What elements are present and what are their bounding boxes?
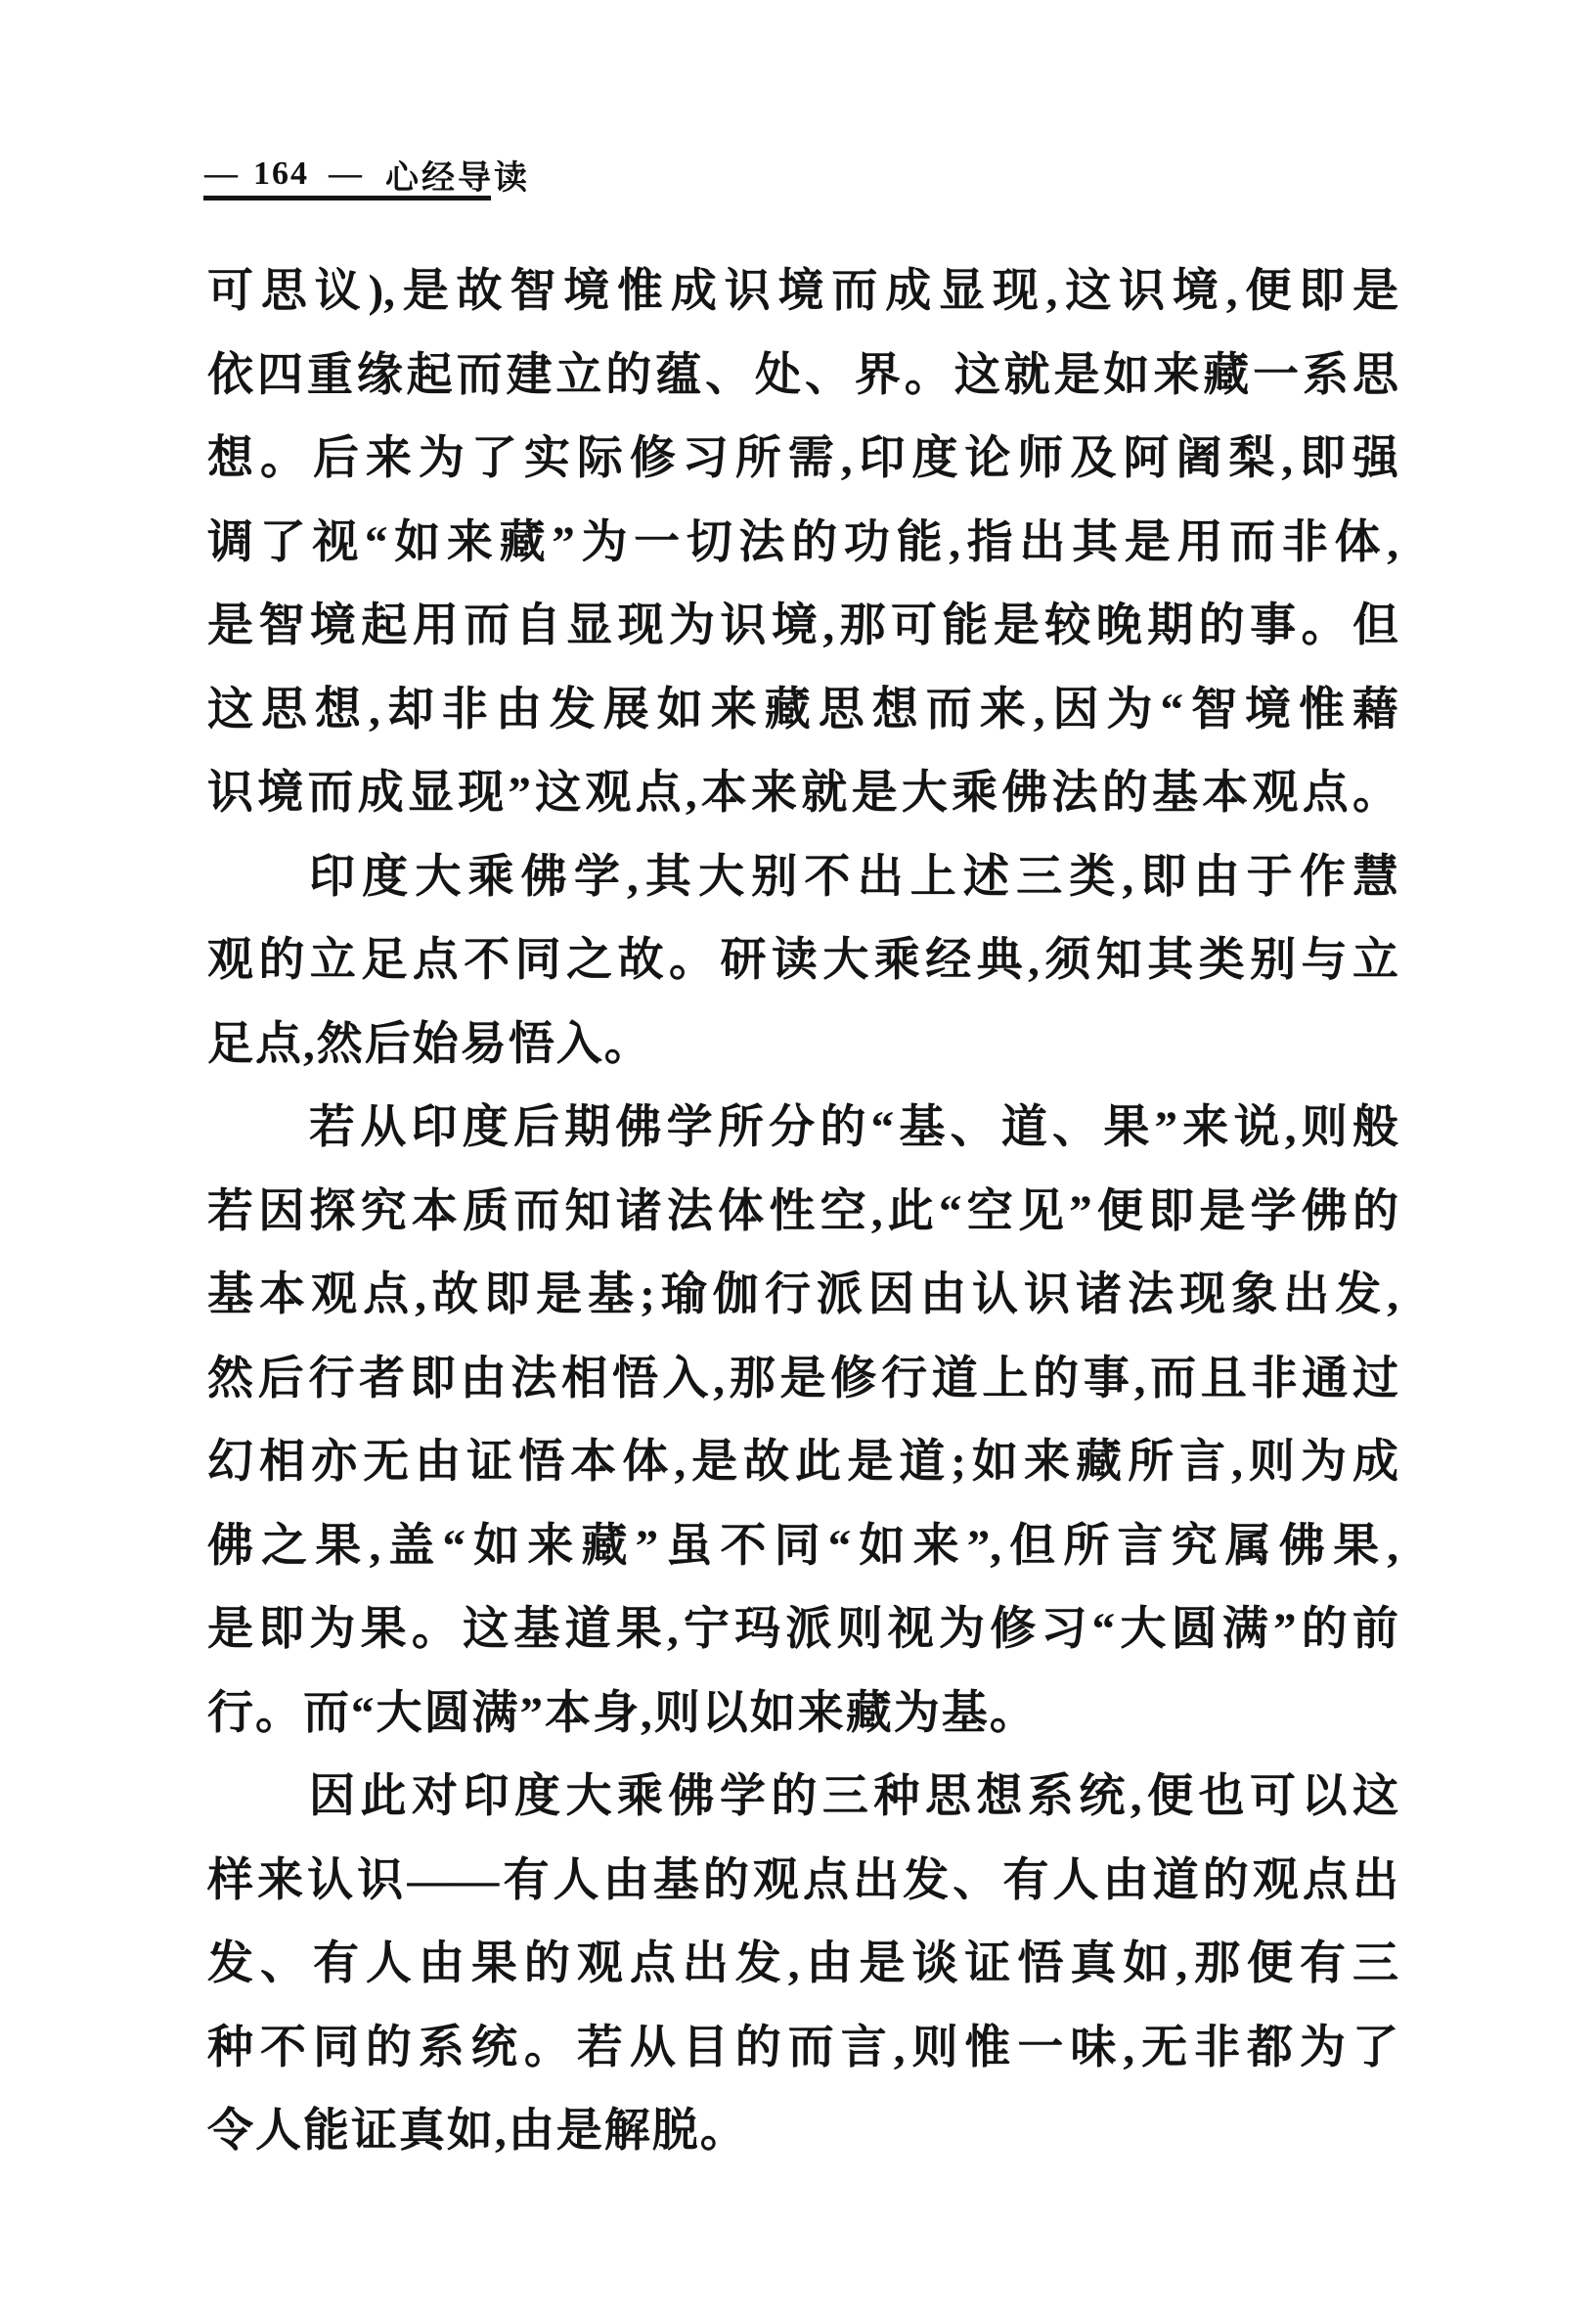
text-line: 识境而成显现”这观点,本来就是大乘佛法的基本观点。 (207, 768, 1398, 819)
text-line: 观的立足点不同之故。研读大乘经典,须知其类别与立 (207, 935, 1398, 986)
text-line: 足点,然后始易悟入。 (207, 1018, 652, 1070)
text-line: 佛之果,盖“如来藏”虽不同“如来”,但所言究属佛果, (207, 1520, 1398, 1572)
body-text (207, 250, 1398, 2174)
header-rule (203, 196, 491, 200)
page-header (204, 155, 530, 197)
text-line: 这思想,却非由发展如来藏思想而来,因为“智境惟藉 (207, 684, 1398, 735)
text-line: 印度大乘佛学,其大别不出上述三类,即由于作慧 (309, 851, 1398, 903)
text-line: 基本观点,故即是基;瑜伽行派因由认识诸法现象出发, (207, 1269, 1398, 1320)
text-line: 是即为果。这基道果,宁玛派则视为修习“大圆满”的前 (207, 1604, 1398, 1655)
page-number: 164 (253, 156, 309, 192)
text-line: 发、有人由果的观点出发,由是谈证悟真如,那便有三 (207, 1938, 1398, 1989)
header-dash-right: — (329, 156, 362, 192)
text-line: 调了视“如来藏”为一切法的功能,指出其是用而非体, (207, 516, 1398, 568)
text-line: 想。后来为了实际修习所需,印度论师及阿阇梨,即强 (207, 433, 1398, 484)
text-line: 若从印度后期佛学所分的“基、道、果”来说,则般 (309, 1102, 1398, 1153)
text-line: 然后行者即由法相悟入,那是修行道上的事,而且非通过 (207, 1353, 1398, 1404)
text-line: 样来认识——有人由基的观点出发、有人由道的观点出 (207, 1854, 1398, 1906)
text-line: 依四重缘起而建立的蕴、处、界。这就是如来藏一系思 (207, 349, 1398, 401)
text-line: 因此对印度大乘佛学的三种思想系统,便也可以这 (309, 1771, 1398, 1822)
text-line: 令人能证真如,由是解脱。 (207, 2106, 748, 2157)
text-line: 是智境起用而自显现为识境,那可能是较晚期的事。但 (207, 601, 1398, 651)
text-line: 幻相亦无由证悟本体,是故此是道;如来藏所言,则为成 (207, 1437, 1398, 1488)
text-line: 若因探究本质而知诸法体性空,此“空见”便即是学佛的 (207, 1185, 1398, 1237)
header-dash-left: — (204, 156, 238, 192)
text-line: 种不同的系统。若从目的而言,则惟一味,无非都为了 (207, 2022, 1398, 2073)
text-line: 行。而“大圆满”本身,则以如来藏为基。 (207, 1687, 1038, 1739)
text-line: 可思议),是故智境惟成识境而成显现,这识境,便即是 (207, 266, 1398, 317)
book-title: 心经导读 (385, 159, 530, 197)
